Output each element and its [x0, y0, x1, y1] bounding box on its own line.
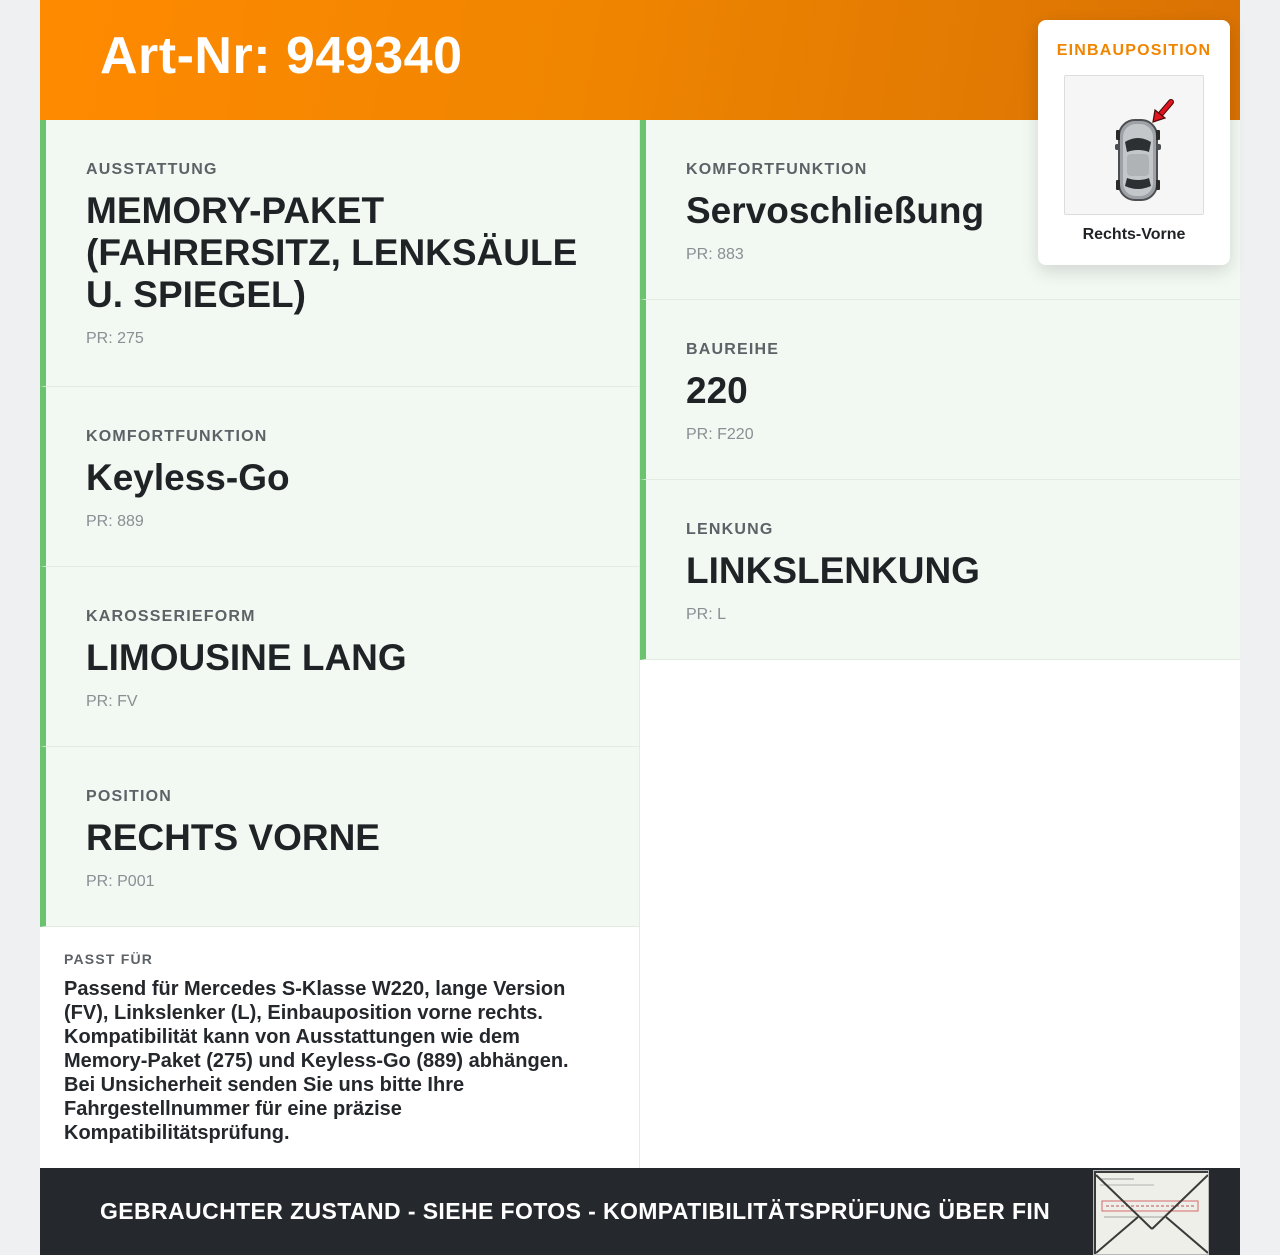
car-top-view-icon: [1065, 76, 1203, 214]
cell-value: RECHTS VORNE: [86, 817, 380, 858]
left-column: [40, 120, 639, 927]
install-position-caption: Rechts-Vorne: [1082, 226, 1186, 243]
footer-bar: [40, 1168, 1240, 1255]
cell-value: Servoschließung: [686, 190, 985, 231]
cell-pr-code: PR: 275: [86, 330, 144, 347]
cell-pr-code: PR: P001: [86, 873, 155, 890]
vehicle-document-thumbnail: [1093, 1170, 1209, 1255]
attribute-cell-baureihe: [640, 300, 1240, 480]
cell-label: LENKUNG: [686, 521, 774, 538]
cell-value: LIMOUSINE LANG: [86, 637, 407, 678]
cell-label: AUSSTATTUNG: [86, 161, 218, 178]
attribute-cell-karosserieform: [40, 567, 639, 747]
cell-label: BAUREIHE: [686, 341, 780, 358]
compatibility-text: Passend für Mercedes S-Klasse W220, lange Version (FV), Linkslenker (L), Einbauposition vorne rechts. Kompatibilität kann von Ausstattungen wie dem Memory-Paket (275) und Keyless-Go (889) abhängen. Bei Unsicherheit senden Sie uns bitte Ihre Fahrgestellnummer für eine präzise Kompatibilitätsprüfung.: [64, 978, 569, 1144]
attribute-cell-position: [40, 747, 639, 927]
footer-notice: GEBRAUCHTER ZUSTAND - SIEHE FOTOS - KOMPATIBILITÄTSPRÜFUNG ÜBER FIN: [100, 1198, 1051, 1224]
install-position-card: [1038, 20, 1230, 265]
cell-pr-code: PR: FV: [86, 693, 138, 710]
cell-value: LINKSLENKUNG: [686, 550, 980, 591]
compatibility-label: PASST FÜR: [64, 951, 154, 967]
article-number-title: Art-Nr: 949340: [100, 27, 463, 85]
compatibility-section: [40, 927, 639, 1168]
cell-pr-code: PR: L: [686, 606, 727, 623]
cell-pr-code: PR: 889: [86, 513, 144, 530]
cell-value: 220: [686, 370, 748, 411]
install-position-image: [1064, 75, 1204, 215]
cell-label: KAROSSERIEFORM: [86, 608, 256, 625]
cell-label: POSITION: [86, 788, 173, 805]
install-position-title: EINBAUPOSITION: [1056, 42, 1212, 59]
attribute-cell-ausstattung: [40, 120, 639, 387]
cell-value: MEMORY-PAKET (FAHRERSITZ, LENKSÄULE U. SPIEGEL): [86, 190, 578, 315]
attribute-cell-komfortfunktion: [40, 387, 639, 567]
product-sheet: [40, 0, 1240, 1255]
document-envelope-icon: [1094, 1171, 1209, 1255]
attribute-cell-lenkung: [640, 480, 1240, 660]
cell-pr-code: PR: 883: [686, 246, 744, 263]
cell-pr-code: PR: F220: [686, 426, 754, 443]
cell-label: KOMFORTFUNKTION: [686, 161, 868, 178]
cell-value: Keyless-Go: [86, 457, 290, 498]
cell-label: KOMFORTFUNKTION: [86, 428, 268, 445]
